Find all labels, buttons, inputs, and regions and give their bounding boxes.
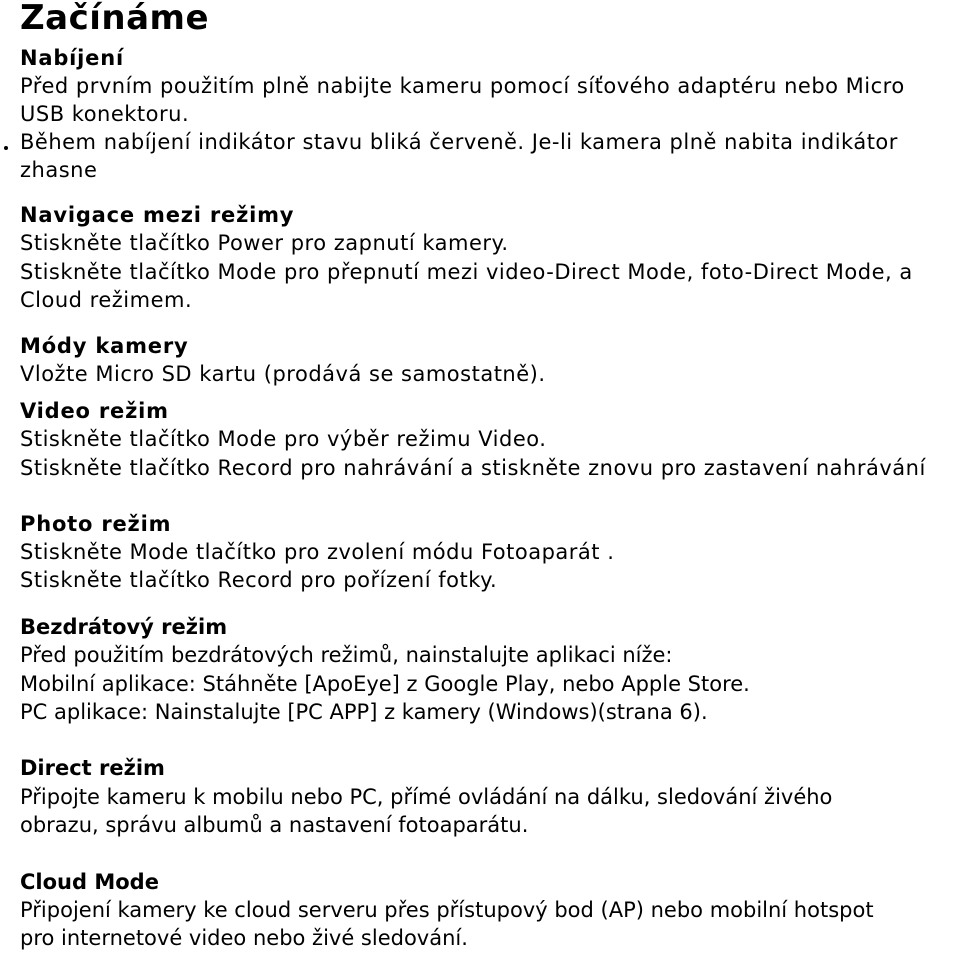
text-line: Vložte Micro SD kartu (prodává se samostatně). — [20, 362, 546, 386]
text-line: obrazu, správu albumů a nastavení fotoaparátu. — [20, 813, 529, 837]
text-line: pro internetové video nebo živé sledování. — [20, 926, 468, 950]
text-line: Před použitím bezdrátových režimů, nainstalujte aplikaci níže: — [20, 643, 673, 667]
text-line: zhasne — [20, 158, 98, 182]
text-line: Stiskněte Mode tlačítko pro zvolení módu Fotoaparát . — [20, 540, 615, 564]
bullet-icon — [4, 146, 8, 150]
section-heading-bezdratovy: Bezdrátový režim — [20, 615, 228, 639]
text-line: Během nabíjení indikátor stavu bliká červeně. Je-li kamera plně nabita indikátor — [20, 130, 898, 154]
text-line: Stiskněte tlačítko Record pro nahrávání a stiskněte znovu pro zastavení nahrávání — [20, 456, 926, 480]
section-heading-video: Video režim — [20, 399, 169, 423]
section-heading-cloud: Cloud Mode — [20, 870, 159, 894]
page-title: Začínáme — [20, 0, 210, 38]
text-line: Mobilní aplikace: Stáhněte [ApoEye] z Google Play, nebo Apple Store. — [20, 672, 750, 696]
text-line: USB konektoru. — [20, 102, 190, 126]
text-line: Připojte kameru k mobilu nebo PC, přímé ovládání na dálku, sledování živého — [20, 785, 833, 809]
section-heading-mody: Módy kamery — [20, 334, 189, 358]
text-line: PC aplikace: Nainstalujte [PC APP] z kamery (Windows)(strana 6). — [20, 700, 708, 724]
section-heading-photo: Photo režim — [20, 512, 172, 536]
text-line: Stiskněte tlačítko Record pro pořízení fotky. — [20, 568, 498, 592]
section-heading-direct: Direct režim — [20, 756, 165, 780]
text-line: Před prvním použitím plně nabijte kameru pomocí síťového adaptéru nebo Micro — [20, 74, 905, 98]
text-line: Cloud režimem. — [20, 288, 193, 312]
text-line: Stiskněte tlačítko Mode pro přepnutí mezi video-Direct Mode, foto-Direct Mode, a — [20, 260, 913, 284]
text-line: Stiskněte tlačítko Mode pro výběr režimu Video. — [20, 427, 547, 451]
text-line: Stiskněte tlačítko Power pro zapnutí kamery. — [20, 231, 509, 255]
section-heading-nabijeni: Nabíjení — [20, 46, 124, 70]
text-line: Připojení kamery ke cloud serveru přes přístupový bod (AP) nebo mobilní hotspot — [20, 898, 874, 922]
section-heading-navigace: Navigace mezi režimy — [20, 203, 295, 227]
